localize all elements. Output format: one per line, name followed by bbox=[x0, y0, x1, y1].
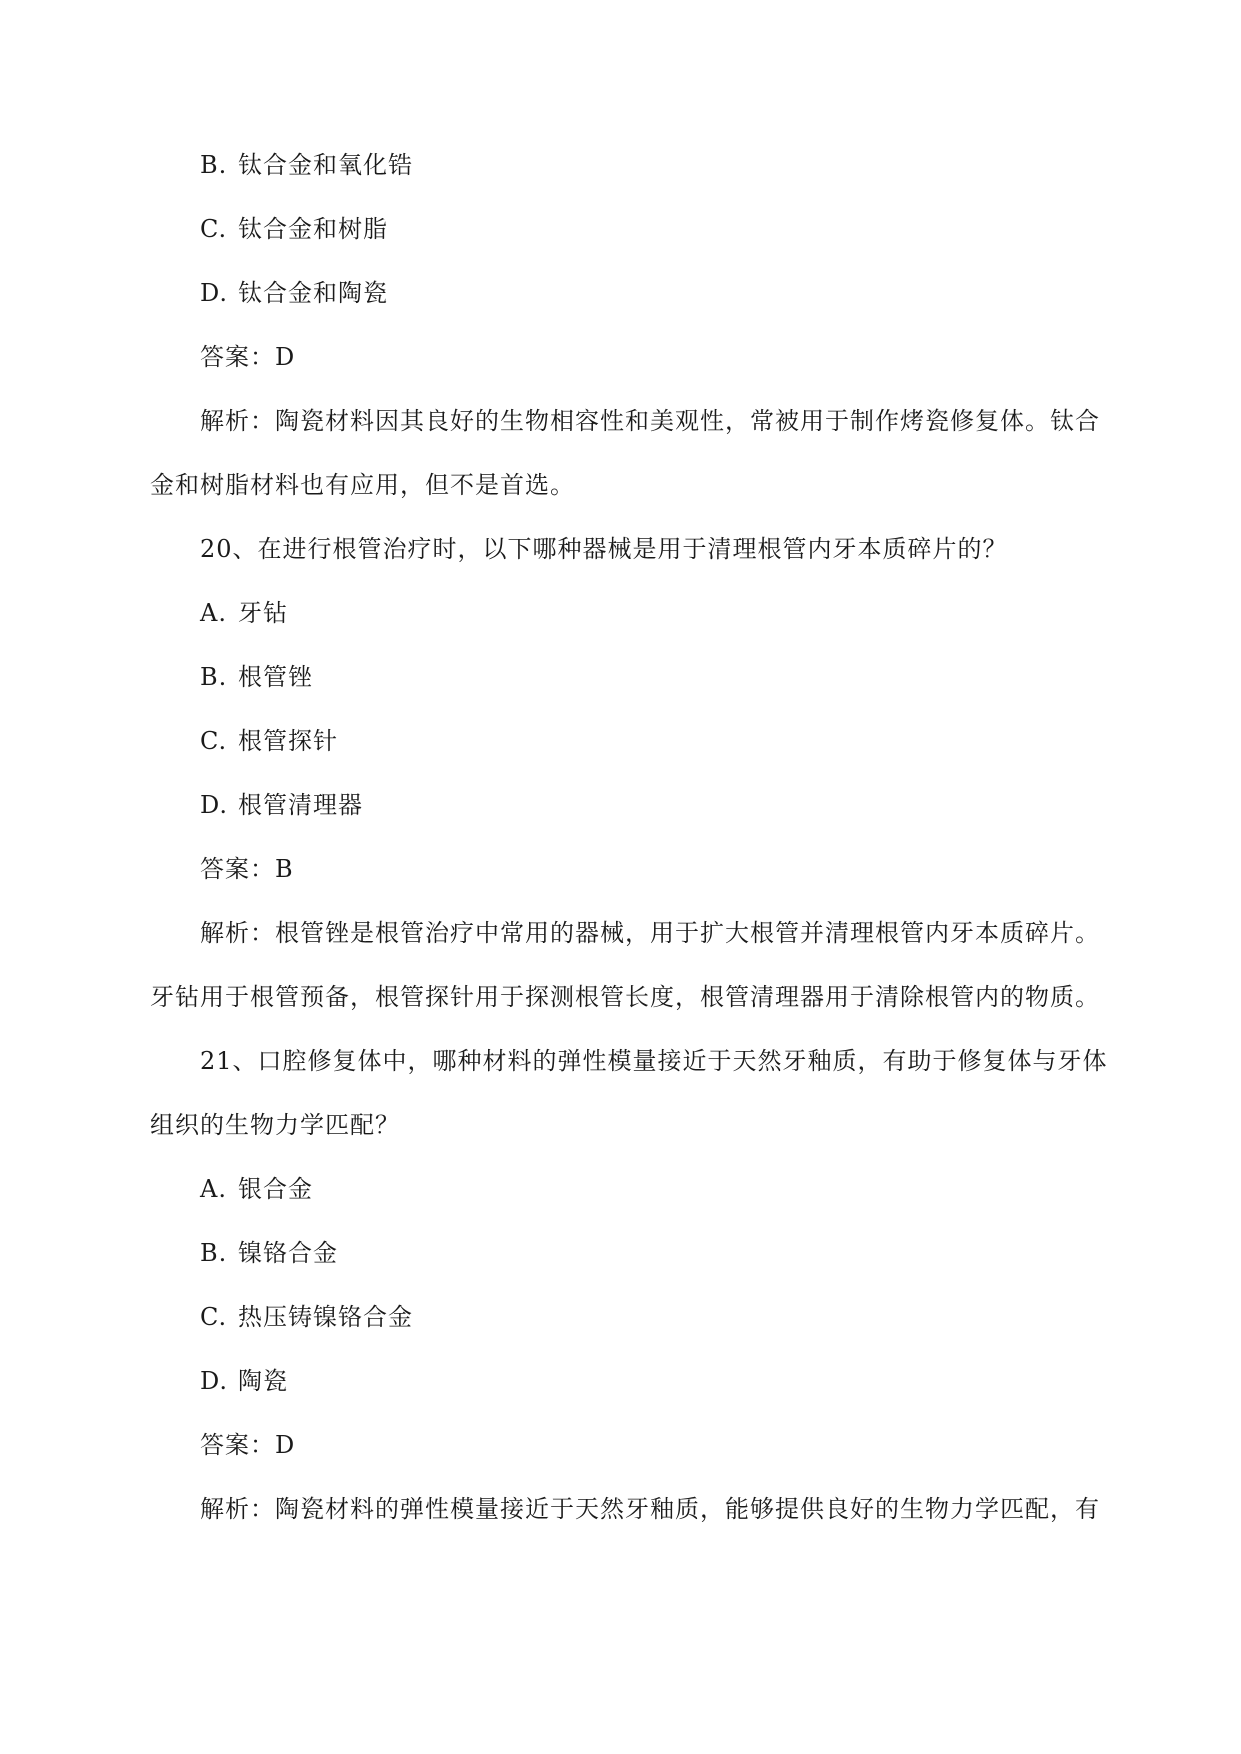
option-letter: D. bbox=[200, 279, 229, 307]
q21-option-d bbox=[200, 1366, 1140, 1396]
option-text: 牙钻 bbox=[238, 599, 288, 627]
option-letter: B. bbox=[200, 151, 228, 179]
option-text: 根管探针 bbox=[238, 727, 338, 755]
q21-analysis-line1: 解析：陶瓷材料的弹性模量接近于天然牙釉质，能够提供良好的生物力学匹配，有 bbox=[200, 1495, 1100, 1523]
q20-answer: 答案：B bbox=[200, 855, 294, 883]
q20-option-a bbox=[200, 598, 1140, 628]
option-letter: A. bbox=[200, 599, 227, 627]
q19-option-c bbox=[200, 214, 1140, 244]
option-text: 钛合金和陶瓷 bbox=[238, 279, 388, 307]
option-letter: D. bbox=[200, 791, 229, 819]
option-letter: C. bbox=[200, 727, 228, 755]
option-text: 镍铬合金 bbox=[238, 1239, 338, 1267]
q20-option-c bbox=[200, 726, 1140, 756]
q20-option-b bbox=[200, 662, 1140, 692]
q20-analysis-line2: 牙钻用于根管预备，根管探针用于探测根管长度，根管清理器用于清除根管内的物质。 bbox=[150, 983, 1100, 1011]
q19-analysis-line2: 金和树脂材料也有应用，但不是首选。 bbox=[150, 471, 575, 499]
q19-option-b bbox=[200, 150, 1140, 180]
option-text: 银合金 bbox=[238, 1175, 313, 1203]
q21-question-line1: 21、口腔修复体中，哪种材料的弹性模量接近于天然牙釉质，有助于修复体与牙体 bbox=[200, 1047, 1108, 1075]
q20-option-d bbox=[200, 790, 1140, 820]
q20-analysis-line1: 解析：根管锉是根管治疗中常用的器械，用于扩大根管并清理根管内牙本质碎片。 bbox=[200, 919, 1100, 947]
q21-option-a bbox=[200, 1174, 1140, 1204]
q21-option-b bbox=[200, 1238, 1140, 1268]
q19-answer: 答案：D bbox=[200, 343, 296, 371]
q21-question-line2: 组织的生物力学匹配？ bbox=[150, 1111, 400, 1139]
option-text: 根管清理器 bbox=[238, 791, 363, 819]
q21-option-c bbox=[200, 1302, 1140, 1332]
q19-analysis-line1: 解析：陶瓷材料因其良好的生物相容性和美观性，常被用于制作烤瓷修复体。钛合 bbox=[200, 407, 1100, 435]
option-text: 陶瓷 bbox=[238, 1367, 288, 1395]
option-letter: C. bbox=[200, 1303, 228, 1331]
option-text: 热压铸镍铬合金 bbox=[238, 1303, 413, 1331]
option-text: 根管锉 bbox=[238, 663, 313, 691]
option-letter: B. bbox=[200, 1239, 228, 1267]
option-text: 钛合金和树脂 bbox=[238, 215, 388, 243]
q21-answer: 答案：D bbox=[200, 1431, 296, 1459]
option-letter: A. bbox=[200, 1175, 227, 1203]
q19-option-d bbox=[200, 278, 1140, 308]
option-text: 钛合金和氧化锆 bbox=[238, 151, 413, 179]
option-letter: C. bbox=[200, 215, 228, 243]
option-letter: D. bbox=[200, 1367, 229, 1395]
option-letter: B. bbox=[200, 663, 228, 691]
q20-question: 20、在进行根管治疗时，以下哪种器械是用于清理根管内牙本质碎片的？ bbox=[200, 535, 1008, 563]
